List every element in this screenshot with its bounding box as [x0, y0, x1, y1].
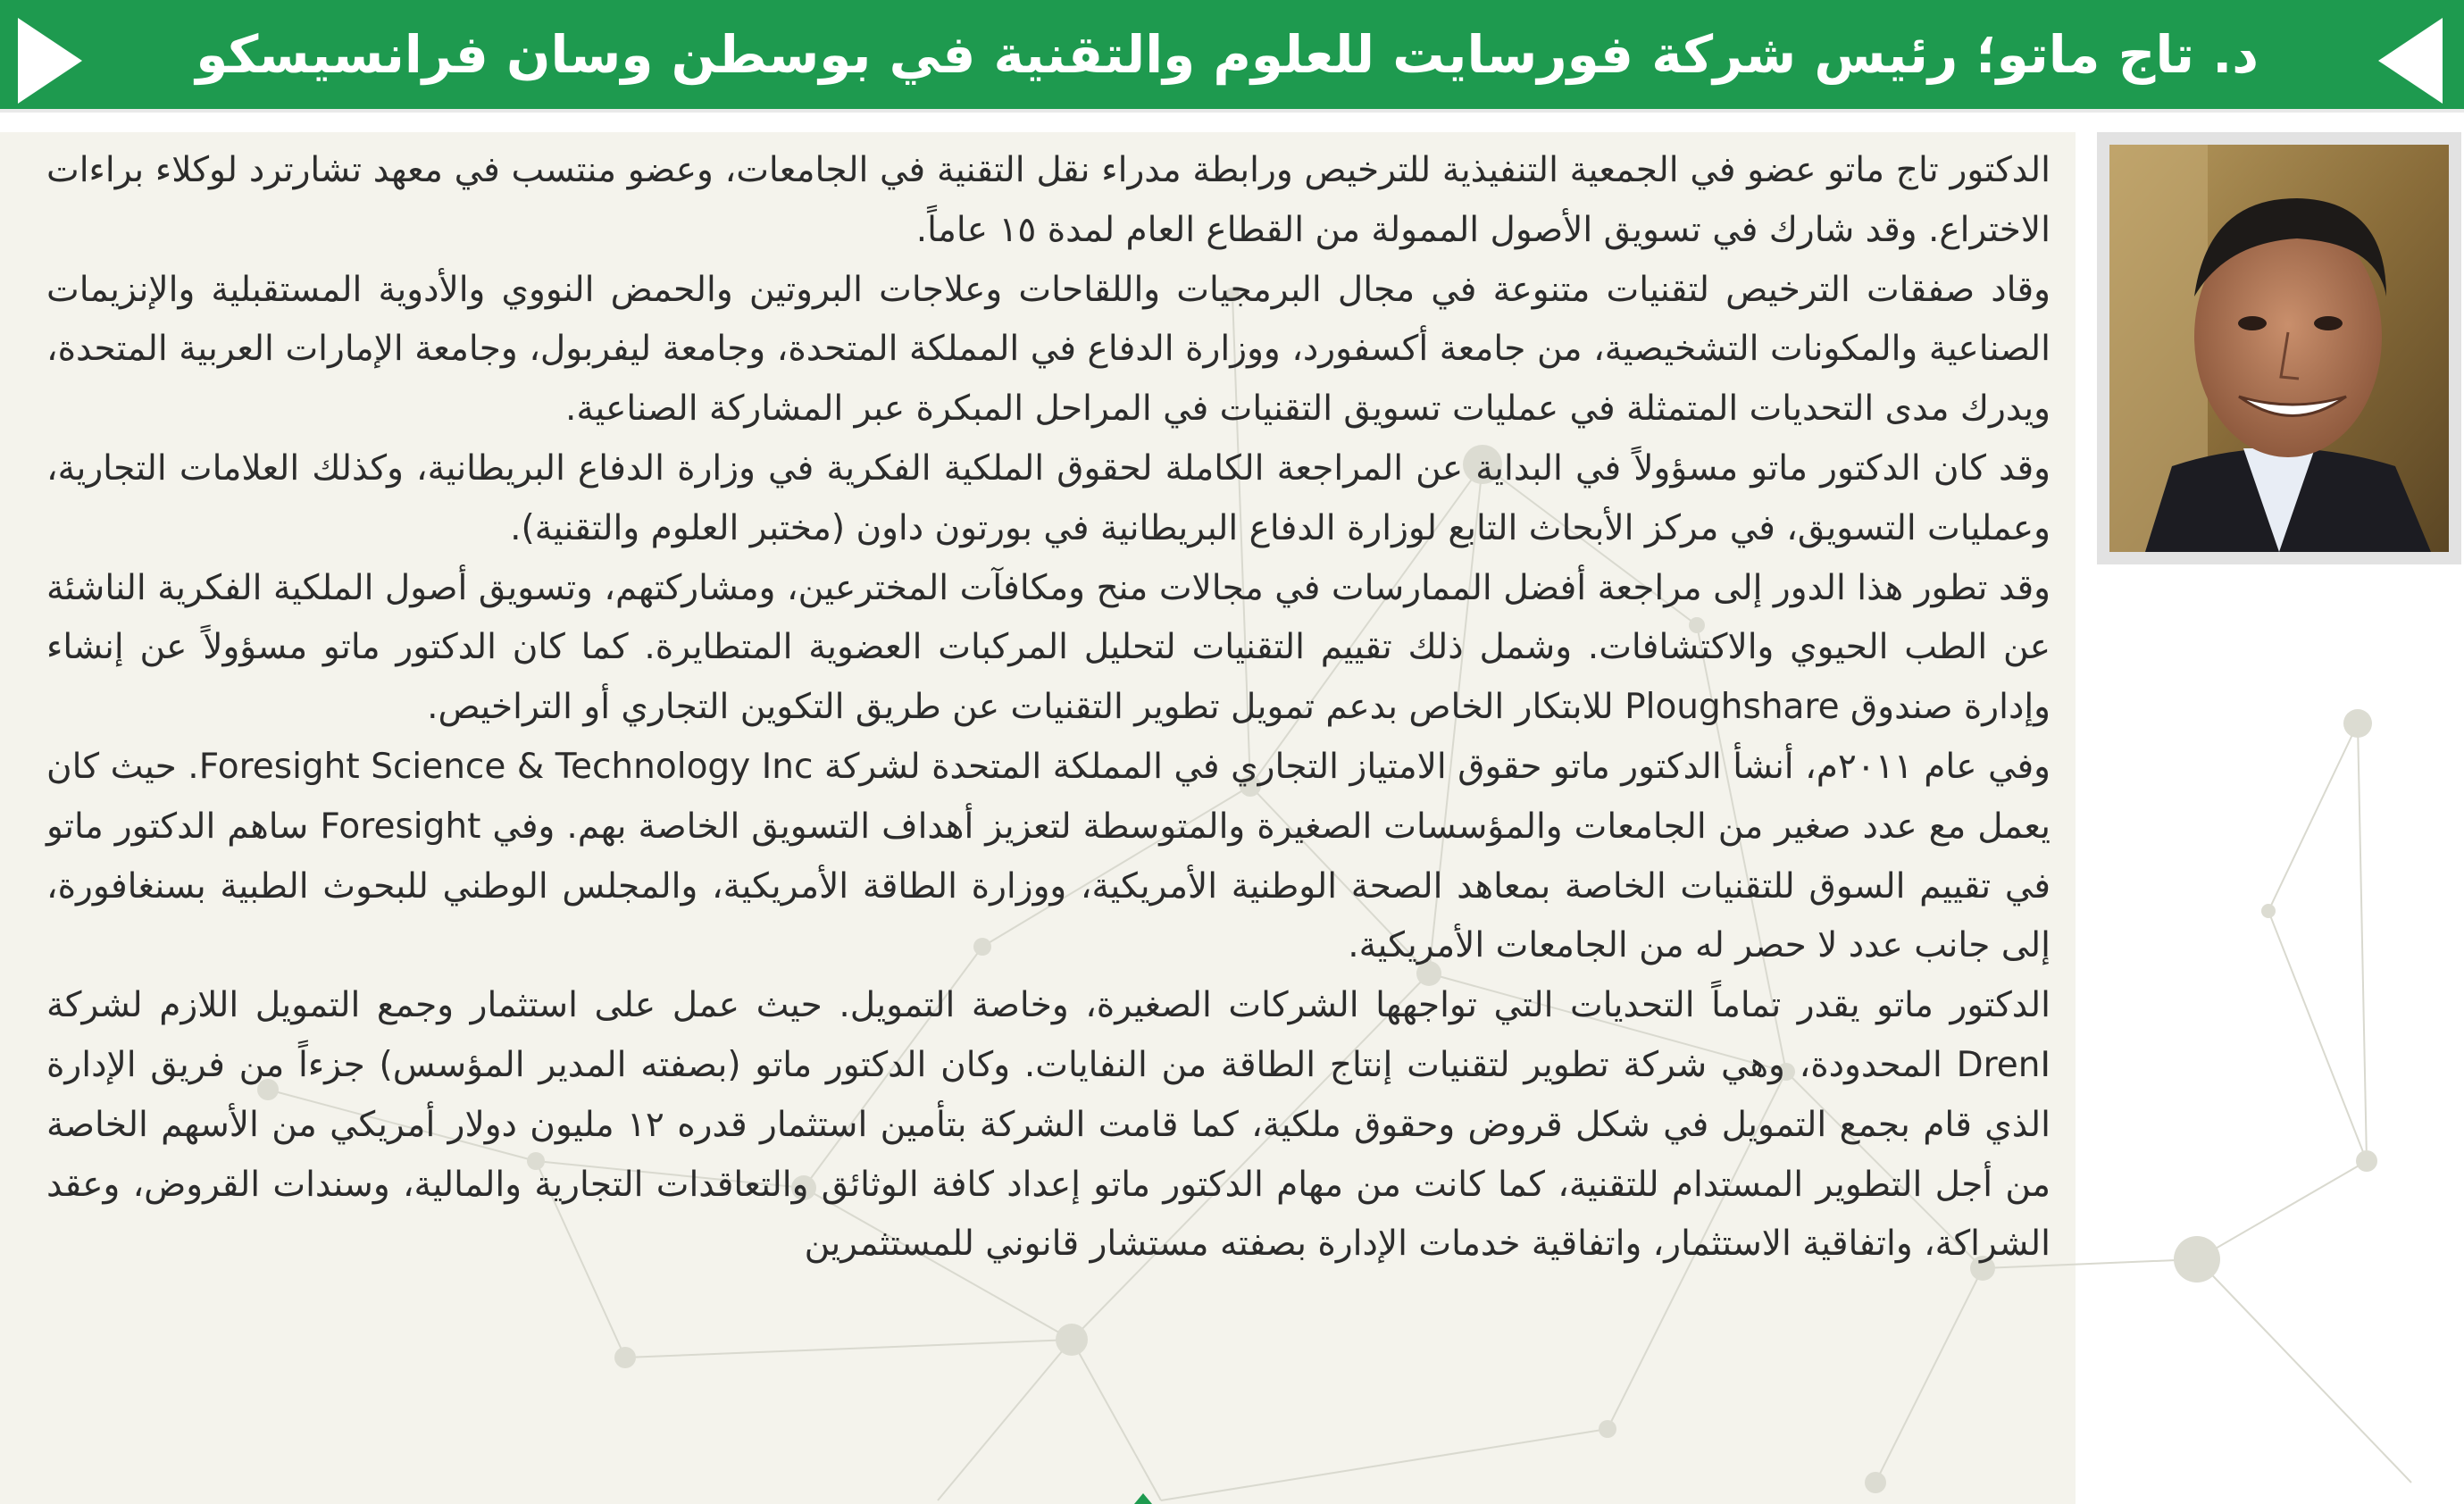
article-paragraph: وقد كان الدكتور ماتو مسؤولاً في البداية عن المراجعة الكاملة لحقوق الملكية الفكرية في وزارة الدفاع البريطانية، وكذلك العلامات التجارية، وعمليات التسويق، في مركز الأبحاث التابع لوزارة الدفاع البريطانية في بورتون داون (مختبر العلوم والتقنية). [46, 447, 2051, 548]
page-title: د. تاج ماتو؛ رئيس شركة فورسايت للعلوم والتقنية في بوسطن وسان فرانسيسكو [196, 24, 2259, 85]
bottom-marker-icon [1134, 1493, 1152, 1504]
title-banner [0, 0, 2464, 113]
arrow-left-icon [18, 18, 82, 104]
article-body [46, 141, 2051, 1274]
portrait-photo [2109, 145, 2449, 552]
article-paragraph: وقد تطور هذا الدور إلى مراجعة أفضل الممارسات في مجالات منح ومكافآت المخترعين، ومشاركتهم، وتسويق أصول الملكية الفكرية الناشئة عن الطب الحيوي والاكتشافات. وشمل ذلك تقييم التقنيات لتحليل المركبات العضوية المتطايرة. كما كان الدكتور ماتو مسؤولاً عن إنشاء وإدارة صندوق Ploughshare للابتكار الخاص بدعم تمويل تطوير التقنيات عن طريق التكوين التجاري أو التراخيص. [46, 567, 2051, 728]
article-paragraph: الدكتور ماتو يقدر تماماً التحديات التي تواجهها الشركات الصغيرة، وخاصة التمويل. حيث عمل على استثمار وجمع التمويل اللازم لشركة DrenI المحدودة، وهي شركة تطوير لتقنيات إنتاج الطاقة من النفايات. وكان الدكتور ماتو (بصفته المدير المؤسس) جزءاً من فريق الإدارة الذي قام بجمع التمويل في شكل قروض وحقوق ملكية، كما قامت الشركة بتأمين استثمار قدره ١٢ مليون دولار أمريكي من الأسهم الخاصة من أجل التطوير المستدام للتقنية، كما كانت من مهام الدكتور ماتو إعداد كافة الوثائق والتعاقدات التجارية والمالية، وسندات القروض، وعقد الشراكة، واتفاقية الاستثمار، واتفاقية خدمات الإدارة بصفته مستشار قانوني للمستثمرين [46, 985, 2051, 1265]
arrow-right-icon [2378, 18, 2443, 104]
article-paragraph: الدكتور تاج ماتو عضو في الجمعية التنفيذية للترخيص ورابطة مدراء نقل التقنية في الجامعات، وعضو منتسب في معهد تشارترد لوكلاء براءات الاختراع. وقد شارك في تسويق الأصول الممولة من القطاع العام لمدة ١٥ عاماً. [46, 150, 2051, 250]
article-paragraph: وفي عام ٢٠١١م، أنشأ الدكتور ماتو حقوق الامتياز التجاري في المملكة المتحدة لشركة Foresight Science & Technology Inc. حيث كان يعمل مع عدد صغير من الجامعات والمؤسسات الصغيرة والمتوسطة لتعزيز أهداف التسويق الخاصة بهم. وفي Foresight ساهم الدكتور ماتو في تقييم السوق للتقنيات الخاصة بمعاهد الصحة الوطنية الأمريكية، ووزارة الطاقة الأمريكية، والمجلس الوطني للبحوث الطبية بسنغافورة، إلى جانب عدد لا حصر له من الجامعات الأمريكية. [46, 746, 2051, 966]
portrait-frame [2097, 132, 2461, 564]
article-paragraph: وقاد صفقات الترخيص لتقنيات متنوعة في مجال البرمجيات واللقاحات وعلاجات البروتين والحمض النووي والأدوية المستقبلية والإنزيمات الصناعية والمكونات التشخيصية، من جامعة أكسفورد، ووزارة الدفاع في المملكة المتحدة، وجامعة ليفربول، وجامعة الإمارات العربية المتحدة، ويدرك مدى التحديات المتمثلة في عمليات تسويق التقنيات في المراحل المبكرة عبر المشاركة الصناعية. [46, 269, 2051, 430]
